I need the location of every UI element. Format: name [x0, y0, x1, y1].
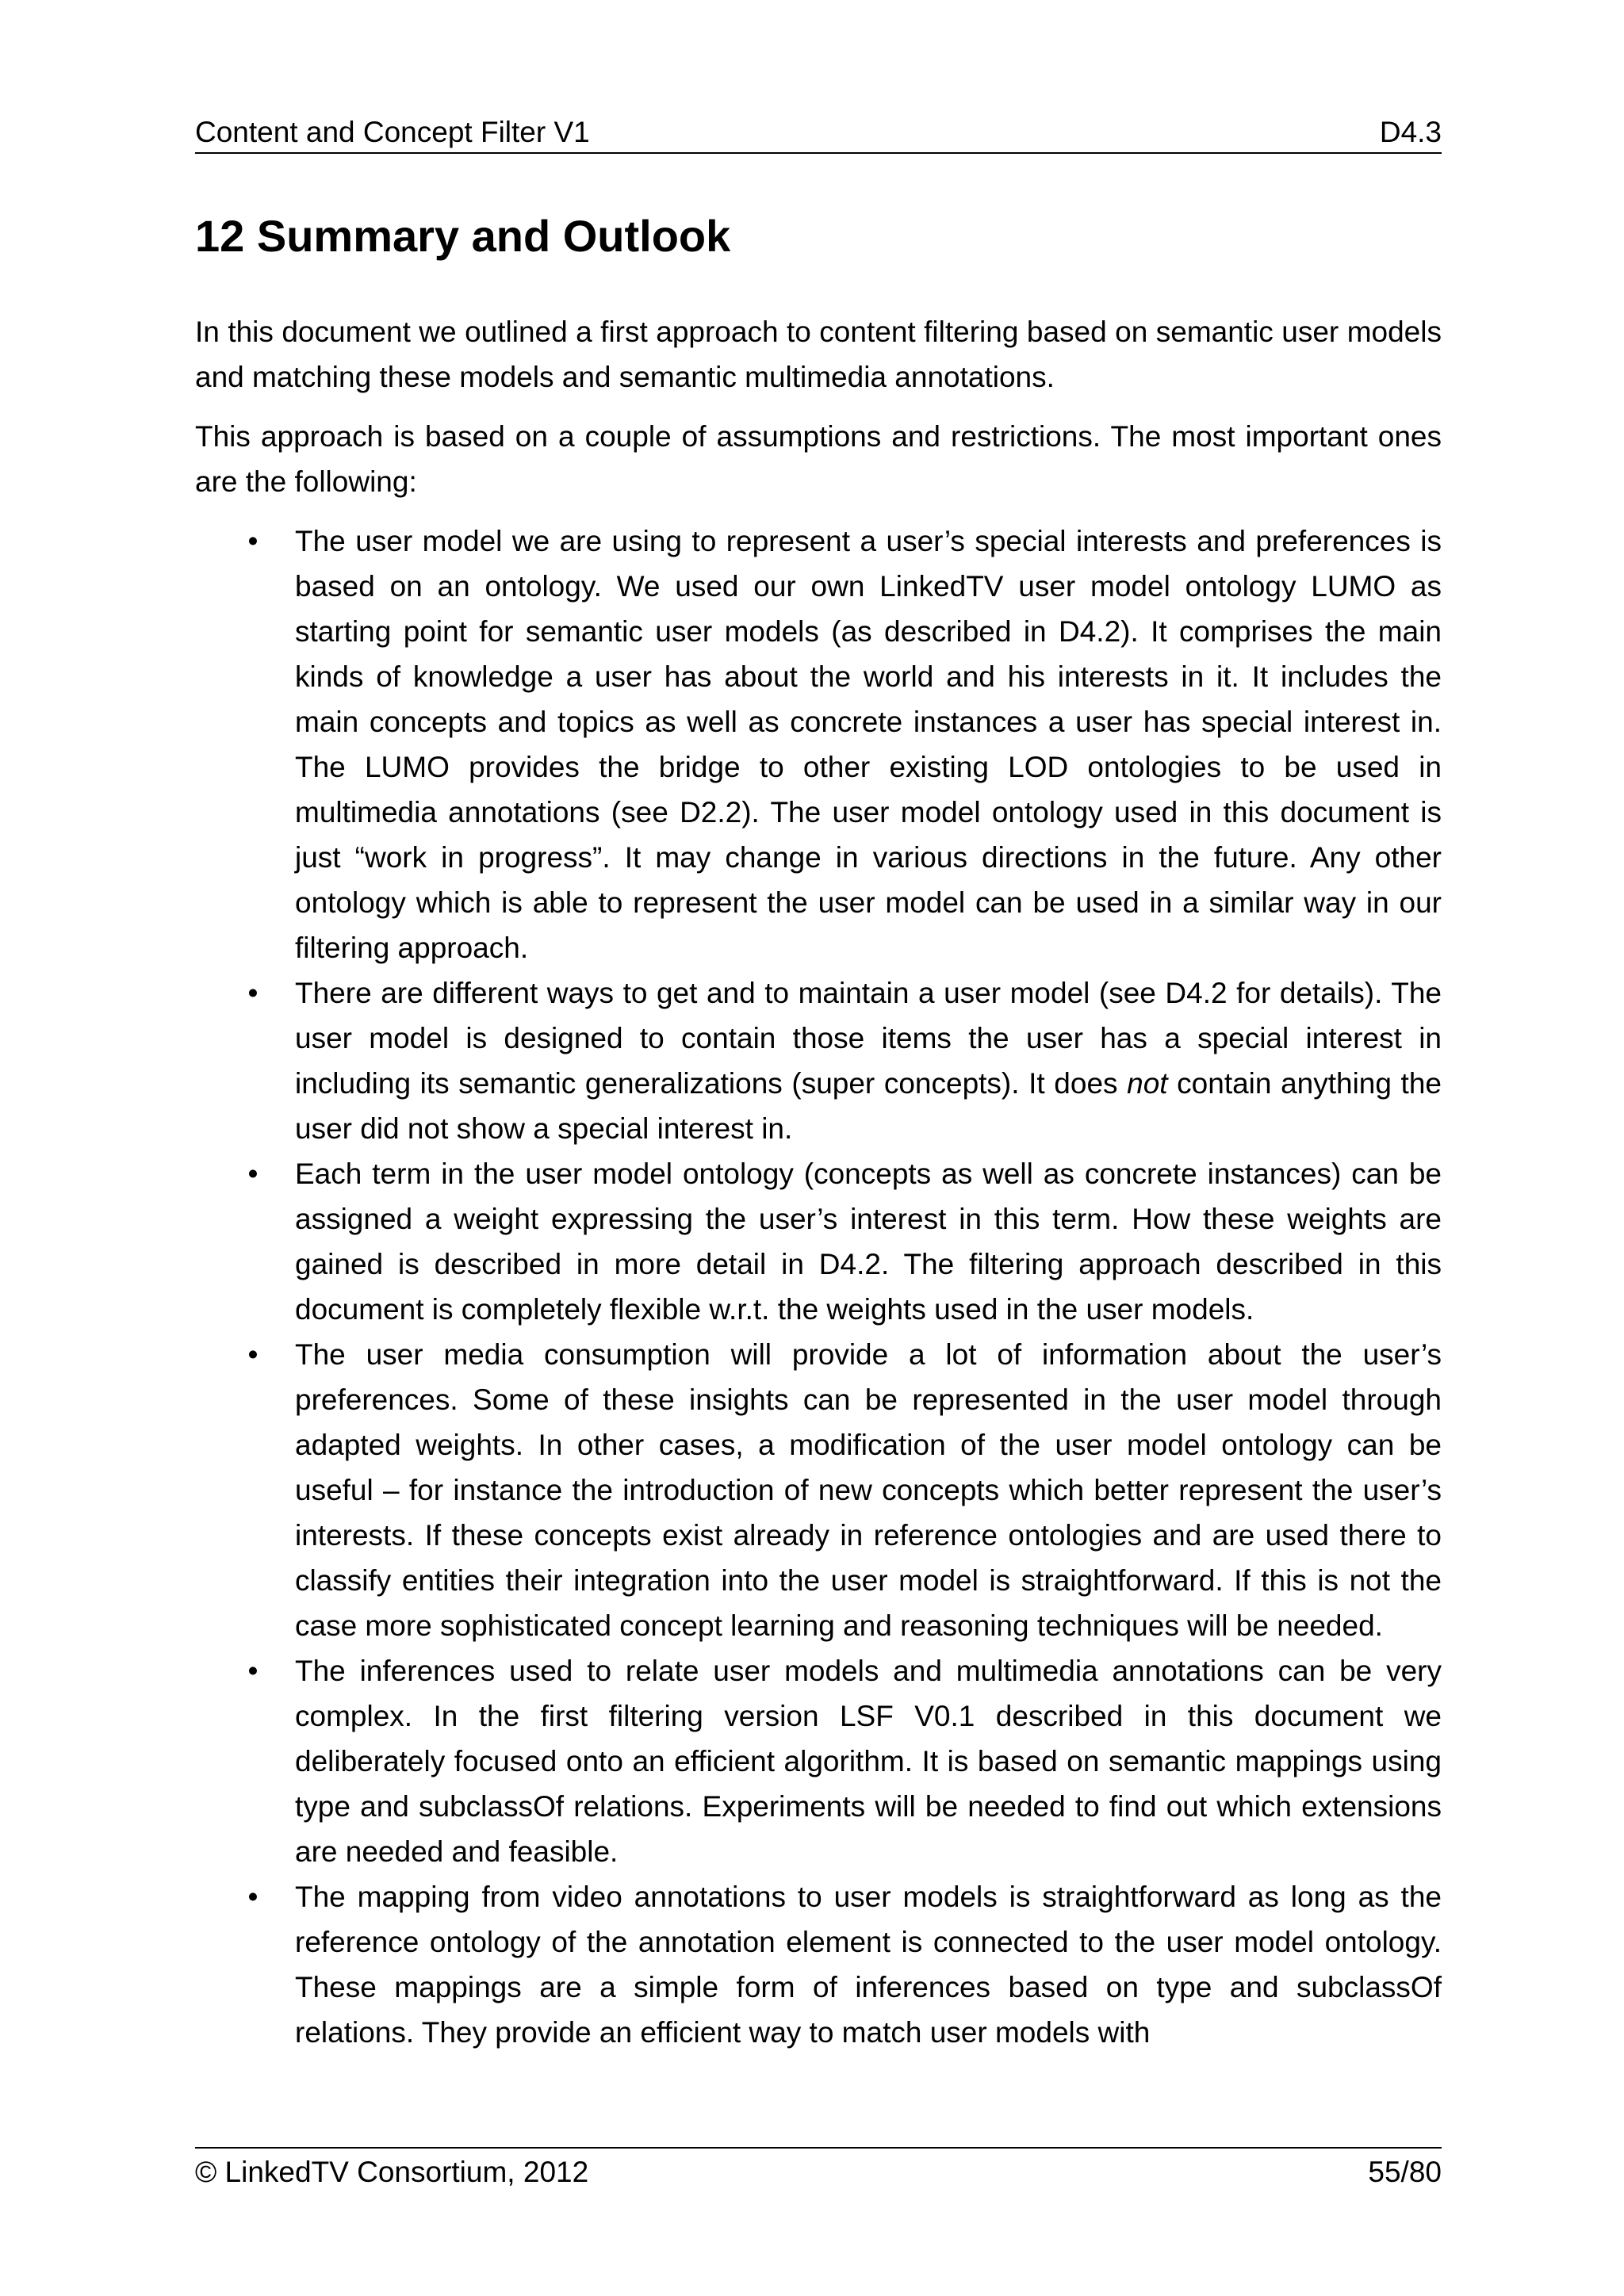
bullet-icon: • [247, 1881, 259, 1913]
list-item [195, 1151, 1442, 1332]
bullet-icon: • [247, 1338, 259, 1371]
list-item [195, 1648, 1442, 1874]
main-content [195, 205, 1442, 2055]
list-item [195, 970, 1442, 1151]
list-item-text: The mapping from video annotations to user models is straightforward as long as the reference ontology of the annotation element is connected to the user model ontology. These mappings are a simple form of inferences based on type and subclassOf relations. They provide an efficient way to match user models with [295, 1881, 1442, 2049]
bullet-icon: • [247, 977, 259, 1009]
list-item [195, 1332, 1442, 1648]
list-item [195, 1874, 1442, 2055]
intro-paragraph: In this document we outlined a first approach to content filtering based on semantic user models and matching these models and semantic multimedia annotations. [195, 316, 1442, 393]
list-item-text: The inferences used to relate user models and multimedia annotations can be very complex. In the first filtering version LSF V0.1 described in this document we deliberately focused onto an efficient algorithm. It is based on semantic mappings using type and subclassOf relations. Experiments will be needed to find out which extensions are needed and feasible. [295, 1655, 1442, 1868]
emphasis-text: not [1127, 1067, 1168, 1100]
footer-copyright: © LinkedTV Consortium, 2012 [195, 2156, 589, 2188]
bullet-icon: • [247, 1158, 259, 1190]
list-item [195, 519, 1442, 970]
bullet-icon: • [247, 525, 259, 557]
page-header [195, 113, 1442, 154]
list-item-text: The user media consumption will provide a lot of information about the user’s preferences. Some of these insights can be represented in the user model through adapted weights. In other cases, a modification of the user model ontology can be useful – for instance the introduction of new concepts which better represent the user’s interests. If these concepts exist already in reference ontologies and are used there to classify entities their integration into the user model is straightforward. If this is not the case more sophisticated concept learning and reasoning techniques will be needed. [295, 1338, 1442, 1642]
header-title: Content and Concept Filter V1 [195, 116, 590, 148]
assumptions-paragraph: This approach is based on a couple of assumptions and restrictions. The most important ones are the following: [195, 420, 1442, 498]
header-doc-id: D4.3 [1379, 116, 1442, 148]
list-item-text-after: contain anything the user did not show a special interest in. [295, 1067, 1442, 1145]
section-heading: 12 Summary and Outlook [195, 211, 731, 261]
page-footer [195, 2147, 1442, 2196]
bullet-icon: • [247, 1655, 259, 1687]
list-item-text: Each term in the user model ontology (concepts as well as concrete instances) can be assigned a weight expressing the user’s interest in this term. How these weights are gained is described in more detail in D4.2. The filtering approach described in this document is completely flexible w.r.t. the weights used in the user models. [295, 1158, 1442, 1326]
list-item-text-before: There are different ways to get and to maintain a user model (see D4.2 for details). The user model is designed to contain those items the user has a special interest in including its semantic generalizations (super concepts). It does [295, 977, 1442, 1100]
page-number: 55/80 [1368, 2156, 1442, 2188]
assumptions-list [195, 519, 1442, 2055]
list-item-text: The user model we are using to represent a user’s special interests and preferences is based on an ontology. We used our own LinkedTV user model ontology LUMO as starting point for semantic user models (as described in D4.2). It comprises the main kinds of knowledge a user has about the world and his interests in it. It includes the main concepts and topics as well as concrete instances a user has special interest in. The LUMO provides the bridge to other existing LOD ontologies to be used in multimedia annotations (see D2.2). The user model ontology used in this document is just “work in progress”. It may change in various directions in the future. Any other ontology which is able to represent the user model can be used in a similar way in our filtering approach. [295, 525, 1442, 964]
